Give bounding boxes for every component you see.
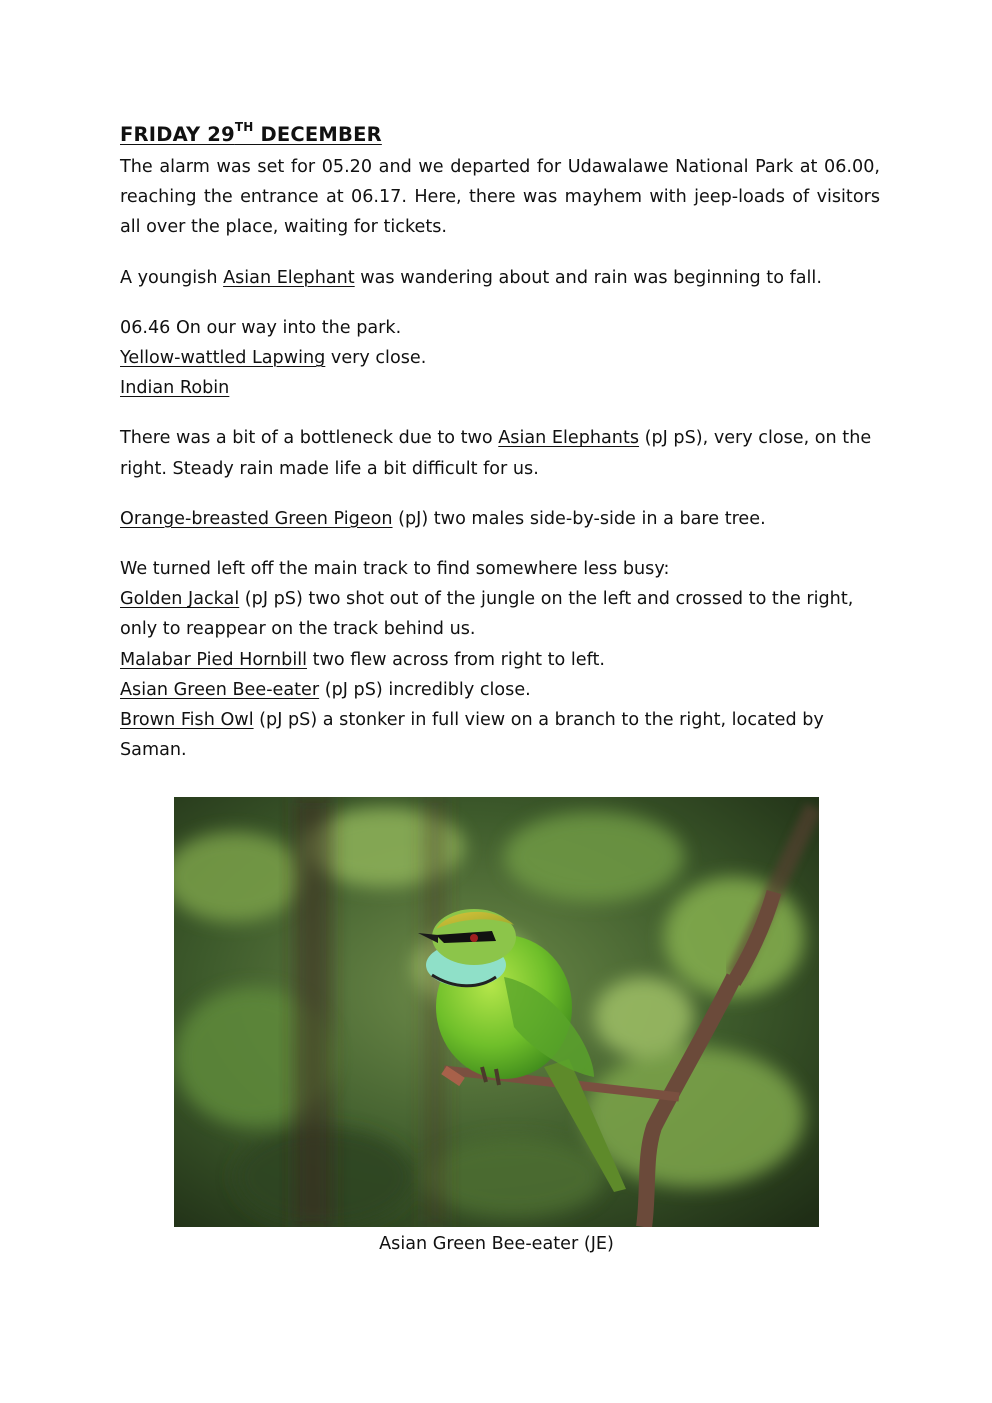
paragraph-elephant: A youngish Asian Elephant was wandering about and rain was beginning to fall. <box>120 267 822 288</box>
paragraph-sightings: We turned left off the main track to find somewhere less busy: Golden Jackal (pJ pS) two shot out of the jungle on the left and crossed to the right, only to reappear on the track behind us. Malabar Pied Hornbill two flew across from right to left. Asian Green Bee-eater (pJ pS) incredibly close. Brown Fish Owl (pJ pS) a stonker in full view on a branch to the right, located by Saman. <box>120 559 854 761</box>
photo-illustration <box>174 797 819 1227</box>
species-link: Malabar Pied Hornbill <box>120 649 308 670</box>
species-link: Asian Elephant <box>223 267 355 288</box>
species-link: Orange-breasted Green Pigeon <box>120 508 393 529</box>
species-link: Asian Green Bee-eater <box>120 679 320 700</box>
document-body <box>120 118 880 765</box>
species-link: Golden Jackal <box>120 589 240 610</box>
paragraph-pigeon: Orange-breasted Green Pigeon (pJ) two males side-by-side in a bare tree. <box>120 508 766 529</box>
paragraph-intro: The alarm was set for 05.20 and we departed for Udawalawe National Park at 06.00, reaching the entrance at 06.17. Here, there was mayhem with jeep-loads of visitors all over the place, waiting for tickets. <box>120 157 880 238</box>
paragraph-bottleneck: There was a bit of a bottleneck due to two Asian Elephants (pJ pS), very close, on the right. Steady rain made life a bit difficult for us. <box>120 428 872 479</box>
bee-eater-photo <box>174 797 819 1227</box>
species-link: Brown Fish Owl <box>120 710 254 731</box>
species-link: Indian Robin <box>120 378 230 399</box>
paragraph-park-entry: 06.46 On our way into the park. Yellow-wattled Lapwing very close. Indian Robin <box>120 317 427 399</box>
species-link: Yellow-wattled Lapwing <box>120 348 326 369</box>
species-link: Asian Elephants <box>498 428 640 449</box>
page-title: FRIDAY 29TH DECEMBER <box>120 120 382 146</box>
figure-caption: Asian Green Bee-eater (JE) <box>379 1234 614 1254</box>
